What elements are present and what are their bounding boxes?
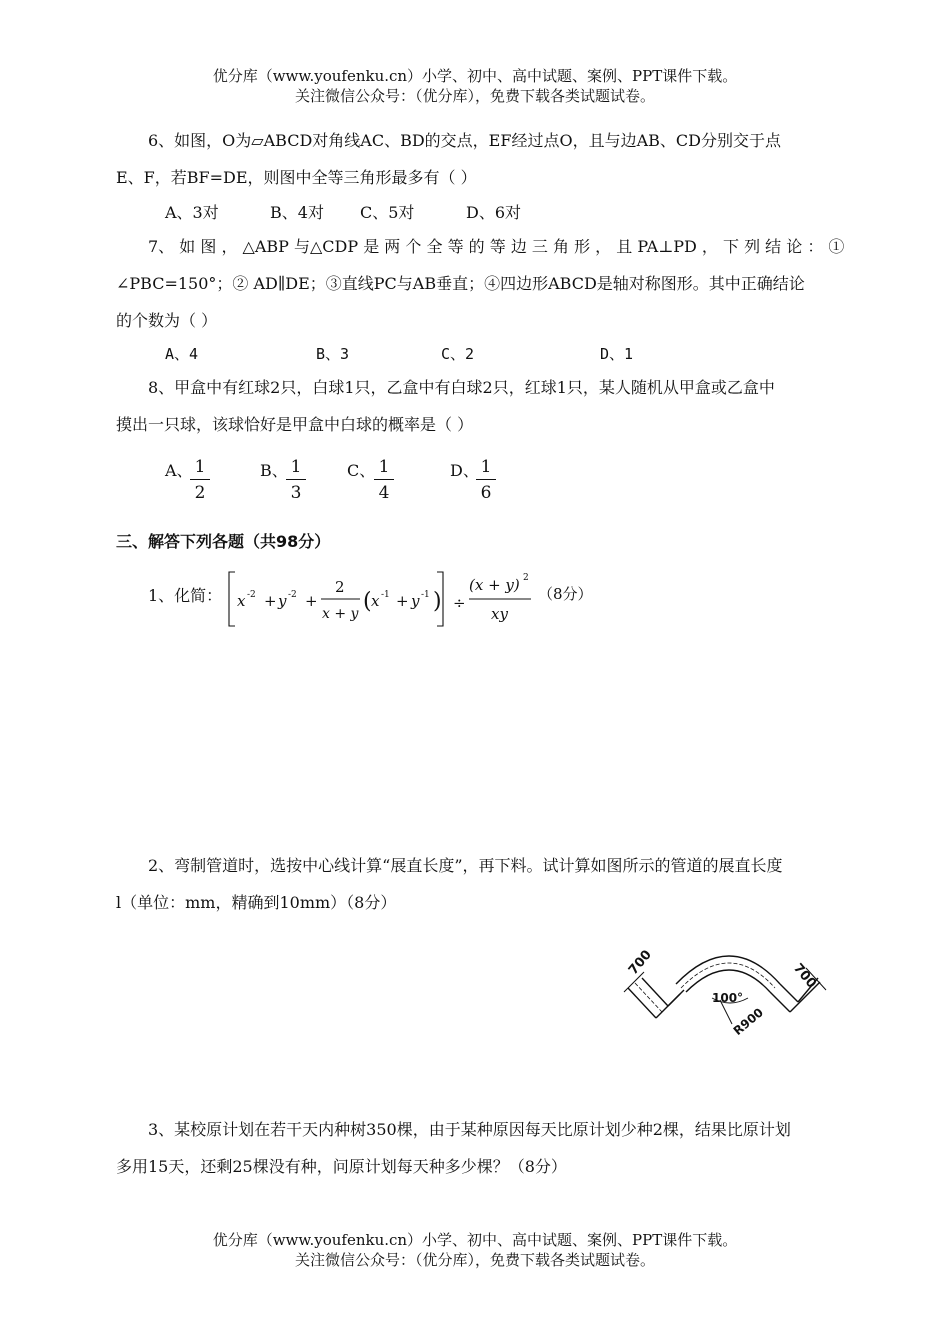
q7-text-line-2: ∠PBC=150°；② AD∥DE；③直线PC与AB垂直；④四边形ABCD是轴对称图形。其中正确结论 [116,274,805,293]
p3-text-line-2: 多用15天，还剩25棵没有种，问原计划每天种多少棵？（8分） [116,1157,567,1176]
expr-exp-1: -2 [247,590,256,600]
fraction-denominator: 6 [480,483,492,503]
dim-right-label: 700 [790,960,819,992]
fraction-denominator: 3 [290,483,302,503]
pipe-figure [620,940,840,1040]
expr-x-2: x [371,592,380,610]
q6-text-line-2: E、F，若BF=DE，则图中全等三角形最多有（ ） [116,168,477,187]
footer-line-1: 优分库（www.youfenku.cn）小学、初中、高中试题、案例、PPT课件下载。 [212,1231,738,1249]
fraction-denominator: 4 [378,483,390,503]
q7-text-line-3: 的个数为（ ） [116,311,218,330]
expr-frac-den: x + y [322,606,359,622]
fraction-numerator: 1 [374,457,394,480]
q8-option-c-label: C、 [347,461,376,480]
pipe-arc-inner [686,970,770,992]
expr-frac-num: 2 [335,578,345,596]
q8-option-a-label: A、 [165,461,193,480]
fraction-numerator: 1 [476,457,496,480]
q8-option-c-fraction [374,457,394,503]
p1-expression [225,568,545,630]
fraction-denominator: 2 [194,483,206,503]
q6-option-b: B、4对 [270,203,324,222]
header-line-1: 优分库（www.youfenku.cn）小学、初中、高中试题、案例、PPT课件下载。 [212,67,738,85]
expr-exp-3: -1 [381,590,390,600]
angle-label: 100° [712,991,744,1005]
q7-option-b: B、3 [316,345,350,363]
footer-line-2: 关注微信公众号：（优分库），免费下载各类试题试卷。 [294,1251,655,1269]
q6-option-c: C、5对 [360,203,415,222]
expr-exp-2: -2 [288,590,297,600]
q7-option-d: D、1 [600,345,634,363]
fraction-numerator: 1 [190,457,210,480]
q6-text-line-1: 6、如图，O为▱ABCD对角线AC、BD的交点，EF经过点O，且与边AB、CD分别交于点 [148,131,781,150]
pipe-right-joint-b [770,992,790,1012]
pipe-left-joint-b [668,990,684,1006]
q8-text-line-1: 8、甲盒中有红球2只，白球1只，乙盒中有白球2只，红球1只，某人随机从甲盒或乙盒中 [148,378,775,397]
expr-divide: ÷ [453,594,466,612]
q8-option-a-fraction [190,457,210,503]
p1-prefix: 1、化简： [148,586,223,605]
q6-option-a: A、3对 [165,203,219,222]
expr-x-1: x [237,592,246,610]
expr-square: 2 [523,573,529,583]
dim-left-label: 700 [625,947,655,978]
q7-option-c: C、2 [441,345,475,363]
pipe-left-inner [642,978,668,1006]
header-line-2: 关注微信公众号：（优分库），免费下载各类试题试卷。 [294,87,655,105]
p1-score: （8分） [538,585,593,603]
radius-label: R900 [730,1005,766,1039]
expr-big-num: (x + y) [469,576,520,594]
expr-y-1: y [278,592,287,610]
expr-plus-3: + [396,592,409,610]
q8-option-b-fraction [286,457,306,503]
expr-rparen: ) [433,589,442,614]
expr-y-2: y [411,592,420,610]
fraction-numerator: 1 [286,457,306,480]
q6-option-d: D、6对 [466,203,522,222]
p3-text-line-1: 3、某校原计划在若干天内种树350棵，由于某种原因每天比原计划少种2棵，结果比原计划 [148,1120,791,1139]
left-bracket [229,572,235,626]
expr-lparen: ( [363,589,372,614]
p2-text-line-2: l（单位：mm，精确到10mm）（8分） [116,893,397,912]
section-title: 三、解答下列各题（共98分） [116,532,331,551]
pipe-left-outer [628,988,656,1018]
pipe-right-joint-a [780,984,798,1002]
expr-plus-2: + [305,592,318,610]
q8-option-d-label: D、 [450,461,479,480]
q8-option-d-fraction [476,457,496,503]
p2-text-line-1: 2、弯制管道时，选按中心线计算“展直长度”，再下料。试计算如图所示的管道的展直长度 [148,856,783,875]
q7-option-a: A、4 [165,345,199,363]
pipe-left-center [635,983,662,1012]
q8-option-b-label: B、 [260,461,288,480]
expr-plus-1: + [264,592,277,610]
q8-text-line-2: 摸出一只球，该球恰好是甲盒中白球的概率是（ ） [116,415,474,434]
expr-big-den: xy [491,605,508,623]
q7-text-line-1: 7、 如 图 ， △ABP 与△CDP 是 两 个 全 等 的 等 边 三 角 形 ， 且 PA⊥PD ， 下 列 结 论 ： ① [148,237,845,256]
expr-exp-4: -1 [421,590,430,600]
